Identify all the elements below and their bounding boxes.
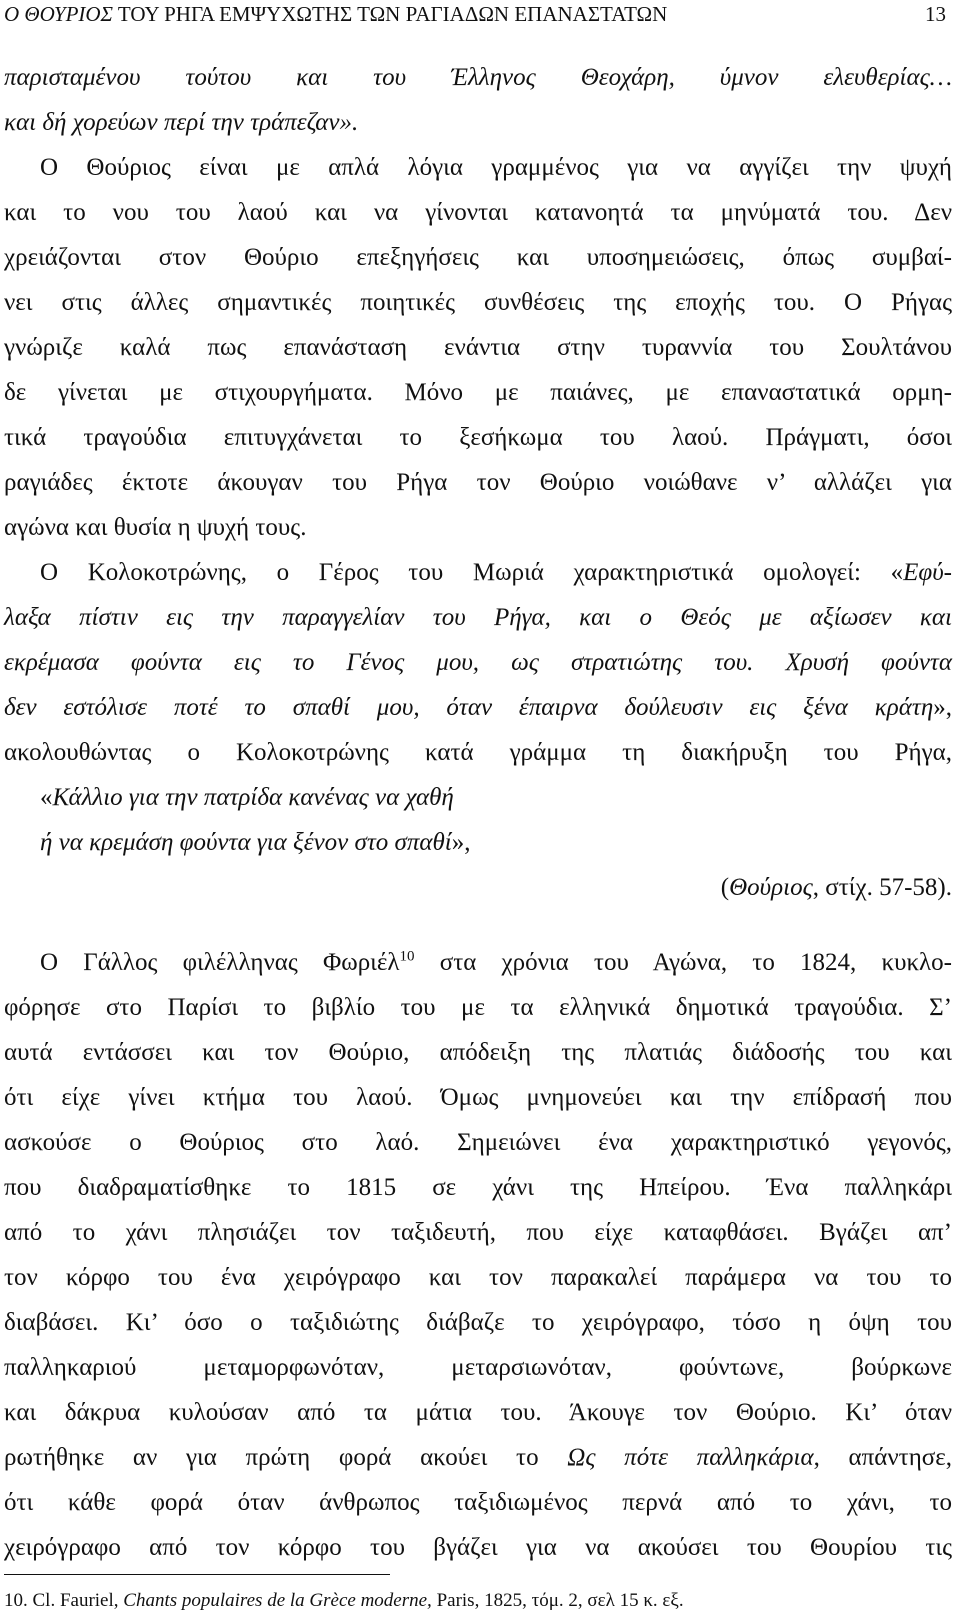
body-line: ότι κάθε φορά όταν άνθρωπος ταξιδιωμένος περνά από το χάνι, το bbox=[4, 1489, 952, 1516]
body-line: εκρέμασα φούντα εις το Γένος μου, ως στρατιώτης του. Χρυσή φούντα bbox=[4, 649, 952, 676]
body-line: ασκούσε ο Θούριος στο λαό. Σημειώνει ένα χαρακτηριστικό γεγονός, bbox=[4, 1129, 952, 1156]
body-line: Ο Θούριος είναι με απλά λόγια γραμμένος για να αγγίζει την ψυχή bbox=[40, 154, 952, 181]
body-line: διαβάσει. Κι’ όσο ο ταξιδιώτης διάβαζε το χειρόγραφο, τόσο η όψη του bbox=[4, 1309, 952, 1336]
verse-citation: (Θούριος, στίχ. 57-58). bbox=[720, 874, 952, 901]
body-line: που διαδραματίσθηκε το 1815 σε χάνι της Ηπείρου. Ένα παλληκάρι bbox=[4, 1174, 952, 1201]
body-line: ραγιάδες έκτοτε άκουγαν του Ρήγα τον Θούριο νοιώθανε ν’ αλλάζει για bbox=[4, 469, 952, 496]
body-line: φόρησε στο Παρίσι το βιβλίο του με τα ελληνικά δημοτικά τραγούδια. Σ’ bbox=[4, 994, 952, 1021]
body-line: παρισταμένου τούτου και του Έλληνος Θεοχάρη, ύμνον ελευθερίας… bbox=[4, 64, 952, 91]
body-line: ακολουθώντας ο Κολοκοτρώνης κατά γράμμα τη διακήρυξη του Ρήγα, bbox=[4, 739, 952, 766]
body-line: αυτά εντάσσει και τον Θούριο, απόδειξη της πλατιάς διάδοσής του και bbox=[4, 1039, 952, 1066]
running-header bbox=[0, 0, 952, 28]
body-line: Ο Κολοκοτρώνης, ο Γέρος του Μωριά χαρακτηριστικά ομολογεί: «Εφύ- bbox=[40, 559, 952, 586]
page-number: 13 bbox=[925, 2, 946, 26]
body-line: νει στις άλλες σημαντικές ποιητικές συνθέσεις της εποχής του. Ο Ρήγας bbox=[4, 289, 952, 316]
body-line: και το νου του λαού και να γίνονται κατανοητά τα μηνύματά του. Δεν bbox=[4, 199, 952, 226]
body-line: ότι είχε γίνει κτήμα του λαού. Όμως μνημονεύει και την επίδρασή που bbox=[4, 1084, 952, 1111]
body-line: δε γίνεται με στιχουργήματα. Μόνο με παιάνες, με επαναστατικά ορμη- bbox=[4, 379, 952, 406]
body-line: αγώνα και θυσία η ψυχή τους. bbox=[4, 514, 307, 541]
body-line: παλληκαριού μεταμορφωνόταν, μεταρσιωνόταν, φούντωνε, βούρκωνε bbox=[4, 1354, 952, 1381]
header-title: Ο ΘΟΥΡΙΟΣ ΤΟΥ ΡΗΓΑ ΕΜΨΥΧΩΤΗΣ ΤΩΝ ΡΑΓΙΑΔΩΝ ΕΠΑΝΑΣΤΑΤΩΝ bbox=[4, 2, 668, 26]
body-line: ρωτήθηκε αν για πρώτη φορά ακούει το Ως πότε παλληκάρια, απάντησε, bbox=[4, 1444, 952, 1471]
quoted-verse-line: ή να κρεμάση φούντα για ξένον στο σπαθί», bbox=[40, 829, 471, 856]
quoted-verse-line: «Κάλλιο για την πατρίδα κανένας να χαθή bbox=[40, 784, 454, 811]
body-line: τικά τραγούδια επιτυγχάνεται το ξεσήκωμα του λαού. Πράγματι, όσοι bbox=[4, 424, 952, 451]
body-line: και δάκρυα κυλούσαν από τα μάτια του. Άκουγε τον Θούριο. Κι’ όταν bbox=[4, 1399, 952, 1426]
body-line: χρειάζονται στον Θούριο επεξηγήσεις και υποσημειώσεις, όπως συμβαί- bbox=[4, 244, 952, 271]
body-line: και δή χορεύων περί την τράπεζαν». bbox=[4, 109, 359, 136]
body-line: Ο Γάλλος φιλέλληνας Φωριέλ$^{10}$ στα χρόνια του Αγώνα, το 1824, κυκλο- bbox=[40, 948, 952, 976]
footnote: 10. Cl. Fauriel, Chants populaires de la Grèce moderne, Paris, 1825, τόμ. 2, σελ 15 κ. εξ. bbox=[4, 1590, 684, 1611]
body-line: λαξα πίστιν εις την παραγγελίαν του Ρήγα, και ο Θεός με αξίωσεν και bbox=[4, 604, 952, 631]
body-line: τον κόρφο του ένα χειρόγραφο και τον παρακαλεί παράμερα να του το bbox=[4, 1264, 952, 1291]
body-line: γνώριζε καλά πως επανάσταση ενάντια στην τυραννία του Σουλτάνου bbox=[4, 334, 952, 361]
body-line: δεν εστόλισε ποτέ το σπαθί μου, όταν έπαιρνα δούλευσιν εις ξένα κράτη», bbox=[4, 694, 952, 721]
body-line: χειρόγραφο από τον κόρφο του βγάζει για να ακούσει του Θουρίου τις bbox=[4, 1534, 952, 1561]
footnote-ref: 10 bbox=[399, 948, 415, 965]
footnote-separator bbox=[4, 1574, 390, 1575]
body-line: από το χάνι πλησιάζει τον ταξιδευτή, που είχε καταφθάσει. Βγάζει απ’ bbox=[4, 1219, 952, 1246]
